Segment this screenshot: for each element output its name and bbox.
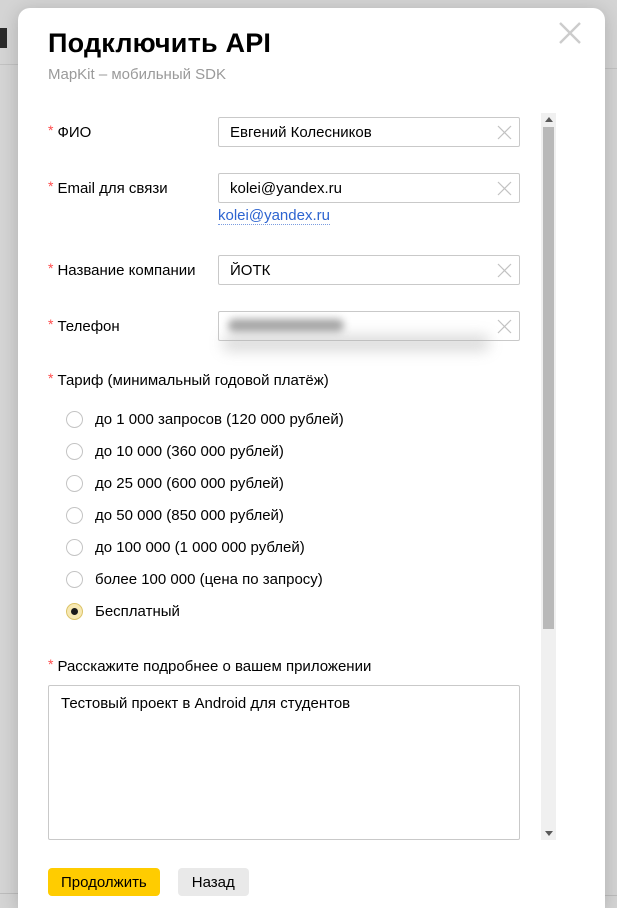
background-divider [605, 895, 617, 896]
radio-icon [66, 507, 83, 524]
background-page-text-fragment [0, 28, 7, 48]
scrollbar-thumb[interactable] [543, 127, 554, 629]
tariff-option-4[interactable]: до 100 000 (1 000 000 рублей) [66, 537, 305, 557]
email-suggestion-link[interactable]: kolei@yandex.ru [218, 207, 330, 224]
fio-input[interactable] [218, 117, 520, 147]
field-label: * Email для связи [48, 178, 168, 197]
background-divider [0, 893, 18, 894]
email-suggestion-row [218, 207, 330, 224]
modal-footer [48, 868, 249, 896]
clear-icon[interactable] [497, 181, 512, 196]
radio-icon [66, 571, 83, 588]
company-input-wrap [218, 255, 520, 285]
clear-icon[interactable] [497, 125, 512, 140]
radio-icon [66, 411, 83, 428]
fio-input-wrap [218, 117, 520, 147]
about-label: * Расскажите подробнее о вашем приложении [48, 656, 372, 675]
required-asterisk: * [48, 656, 54, 672]
radio-icon [66, 443, 83, 460]
scrollbar-down-icon[interactable] [541, 827, 556, 840]
required-asterisk: * [48, 316, 54, 332]
tariff-option-3[interactable]: до 50 000 (850 000 рублей) [66, 505, 284, 525]
required-asterisk: * [48, 178, 54, 194]
field-label: * Название компании [48, 260, 196, 279]
phone-input[interactable] [218, 311, 520, 341]
background-divider [0, 64, 18, 65]
tariff-option-1[interactable]: до 10 000 (360 000 рублей) [66, 441, 284, 461]
field-label: * ФИО [48, 122, 92, 141]
required-asterisk: * [48, 260, 54, 276]
email-input[interactable] [218, 173, 520, 203]
clear-icon[interactable] [497, 263, 512, 278]
tariff-option-0[interactable]: до 1 000 запросов (120 000 рублей) [66, 409, 344, 429]
clear-icon[interactable] [497, 319, 512, 334]
required-asterisk: * [48, 370, 54, 386]
modal-subtitle: MapKit – мобильный SDK [48, 66, 227, 83]
company-input[interactable] [218, 255, 520, 285]
phone-input-wrap [218, 311, 520, 341]
back-button[interactable]: Назад [178, 868, 249, 896]
close-icon[interactable] [557, 20, 583, 46]
required-asterisk: * [48, 122, 54, 138]
tariff-option-5[interactable]: более 100 000 (цена по запросу) [66, 569, 323, 589]
tariff-option-2[interactable]: до 25 000 (600 000 рублей) [66, 473, 284, 493]
connect-api-modal [18, 8, 605, 908]
tariff-option-6[interactable]: Бесплатный [66, 601, 180, 621]
radio-icon [66, 603, 83, 620]
field-label: * Телефон [48, 316, 120, 335]
radio-icon [66, 475, 83, 492]
modal-title: Подключить API [48, 28, 272, 58]
tariff-label: * Тариф (минимальный годовой платёж) [48, 370, 329, 389]
about-textarea[interactable] [48, 685, 520, 840]
form-scrollbar[interactable] [541, 113, 556, 840]
background-divider [605, 68, 617, 69]
email-input-wrap [218, 173, 520, 203]
continue-button[interactable]: Продолжить [48, 868, 160, 896]
scrollbar-up-icon[interactable] [541, 113, 556, 126]
radio-icon [66, 539, 83, 556]
